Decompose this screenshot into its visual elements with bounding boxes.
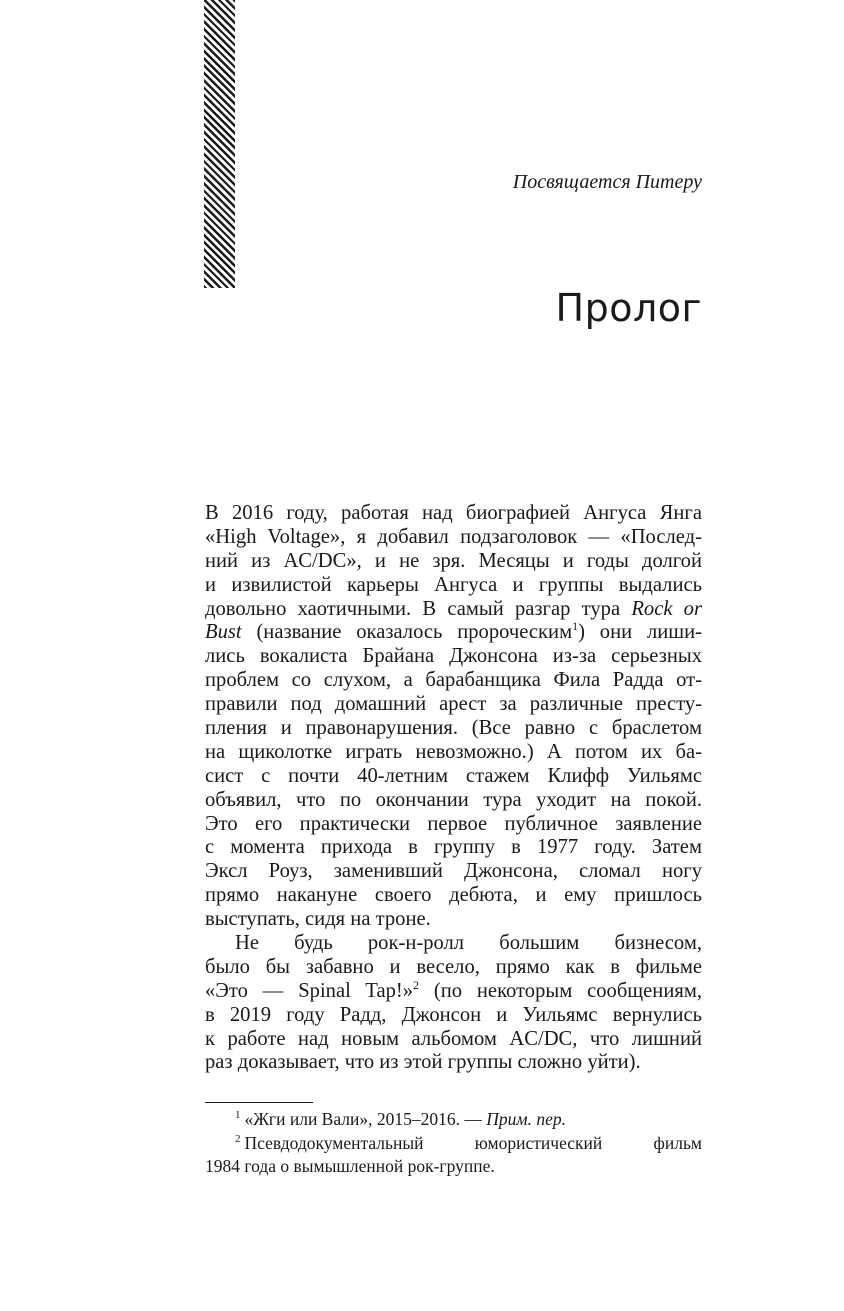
text-line: выступать, сидя на троне. bbox=[205, 908, 431, 931]
text-segment: (название оказалось пророческим bbox=[241, 621, 573, 644]
album-title-part: Rock or bbox=[631, 597, 702, 620]
text-line: раз доказывает, что из этой группы сложно уйти). bbox=[205, 1051, 641, 1074]
text-line bbox=[205, 977, 702, 1004]
text-line: лись вокалиста Брайана Джонсона из-за серьезных bbox=[205, 645, 702, 668]
text-line: сист с почти 40-летним стажем Клифф Уильямс bbox=[205, 764, 702, 787]
text-line: на щиколотке играть невозможно.) А потом их ба- bbox=[205, 740, 702, 763]
footnote-number: 2 bbox=[235, 1132, 241, 1145]
text-line: «High Voltage», я добавил подзаголовок — «Послед- bbox=[205, 525, 702, 548]
footnote-marker[interactable]: 1 bbox=[572, 619, 579, 634]
text-segment: довольно хаотичными. В самый разгар тура bbox=[205, 597, 632, 620]
text-line: проблем со слухом, а барабанщика Фила Радда от- bbox=[205, 669, 702, 692]
translator-note: Прим. пер. bbox=[486, 1109, 566, 1129]
footnote-2 bbox=[205, 1132, 702, 1156]
footnote-1 bbox=[205, 1108, 702, 1132]
text-segment: ) они лиши- bbox=[578, 621, 703, 644]
footnote-marker[interactable]: 2 bbox=[413, 977, 420, 992]
text-segment: (по некоторым сообщениям, bbox=[419, 979, 702, 1002]
paragraph-1 bbox=[205, 502, 702, 932]
text-line: Это его практически первое публичное заявление bbox=[205, 812, 702, 835]
text-line: Не будь рок-н-ролл большим бизнесом, bbox=[235, 932, 702, 955]
footnote-text: «Жги или Вали», 2015–2016. — bbox=[244, 1109, 487, 1129]
text-line: к работе над новым альбомом AC/DC, что лишний bbox=[205, 1027, 702, 1050]
chapter-title: Пролог bbox=[555, 286, 702, 330]
text-line bbox=[205, 598, 702, 622]
footnote-2-cont: 1984 года о вымышленной рок-группе. bbox=[205, 1156, 495, 1176]
text-segment: «Это — Spinal Tap!» bbox=[205, 979, 414, 1002]
dedication: Посвящается Питеру bbox=[512, 171, 702, 193]
text-line: В 2016 году, работая над биографией Ангуса Янга bbox=[205, 502, 702, 524]
text-line bbox=[205, 621, 702, 645]
text-line: Эксл Роуз, заменивший Джонсона, сломал ногу bbox=[205, 860, 702, 883]
album-title-part: Bust bbox=[205, 621, 242, 644]
text-line: пления и правонарушения. (Все равно с браслетом bbox=[205, 717, 702, 740]
footnote-number: 1 bbox=[235, 1109, 241, 1122]
text-line: и извилистой карьеры Ангуса и группы выдались bbox=[205, 573, 702, 596]
body-text bbox=[205, 502, 702, 1075]
decorative-hatch-bar bbox=[204, 0, 235, 288]
footnote-divider bbox=[205, 1102, 313, 1103]
text-line: прямо накануне своего дебюта, и ему пришлось bbox=[205, 884, 702, 907]
text-line: в 2019 году Радд, Джонсон и Уильямс вернулись bbox=[205, 1003, 702, 1026]
text-line: с момента прихода в группу в 1977 году. Затем bbox=[205, 836, 702, 859]
text-line: ний из AC/DC», и не зря. Месяцы и годы долгой bbox=[205, 549, 702, 572]
footnotes bbox=[205, 1108, 702, 1179]
text-line: объявил, что по окончании тура уходит на покой. bbox=[205, 788, 702, 811]
text-line: правили под домашний арест за различные престу- bbox=[205, 693, 702, 716]
footnote-text: Псевдодокументальный юмористический фильм bbox=[244, 1132, 702, 1153]
text-line: было бы забавно и весело, прямо как в фильме bbox=[205, 955, 702, 978]
paragraph-2 bbox=[205, 932, 702, 1075]
